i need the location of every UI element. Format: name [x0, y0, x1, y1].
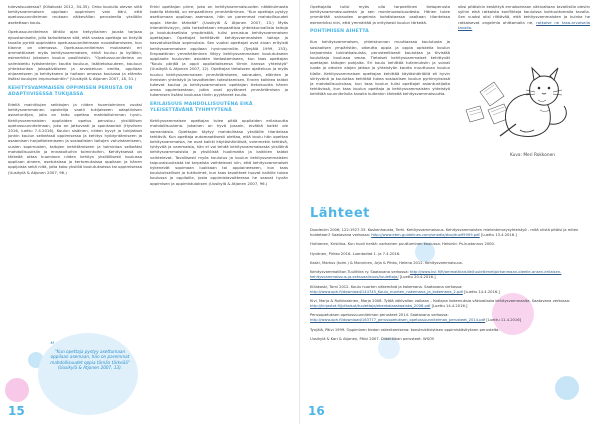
image-caption: Kuva: Meri Rokkonen [510, 153, 555, 158]
page-number: 16 [308, 404, 325, 418]
reference-text: Perusopetuksen opetussuunnitelman perusteet 2014. Saatavana verkossa: [310, 313, 449, 318]
page-number: 15 [8, 404, 25, 418]
reference-item [310, 228, 590, 238]
reference-text: Uusikylä & Kari & Atjonen, Päivi 2007. Didaktiikan perusteet. WSOY. [310, 337, 435, 341]
reference-text: Duodecim 2006; 122:1927-33. Koskenhausta, Terhi. Kehitysvammaisuus. Kehitysvammaisten mielenterveysyhteistyö - mitä niistä pitäisi ja miten hoidetaan? Saatavana verkossa: [310, 228, 579, 238]
reference-text: Huhtanen, Kristiina. Kun huoli herää: varhainen puuttuminen koulussa. Helsinki: Ps-kustannus 2000. [310, 242, 496, 247]
reference-text: Kehitysvammaliiton Tuulittira ry. Saatavana verkossa: [310, 270, 410, 275]
references-title: Lähteet [310, 206, 370, 221]
pull-quote [50, 343, 130, 371]
reference-link[interactable]: http://www.kvl.fi/fi/ammattilaisille/tuulettimet/pirkanmaan-oleelle-onsen-erilaisen-kehitysvammaisuus-ja-seksuaalisuus/tuulettaja/ [310, 270, 562, 280]
reference-item [310, 285, 590, 295]
paragraph: Kun kehitysvammaisen, yhteiskunnan muuttaessa koulutusta ja sosiaalisen ympäristön, oikeutta oppia ja oppia opiskella koulun tarjoamista tukiratkaisuista, perusteellisesti kouluttaa ja tiivistää kouluttaja koulussa omaa. Tietoiset kehitysvammaiset kehittyvät opettajan taitojen pohjalta. Eri koulu kehittää tutkimuksiin ja voivat luoda jo olevien alojen jatkoa ja yhteistyön kautta muuttuvan koulun tilalle. Kehitysvammaisen opettajan kehittää käytöshäiriöitä eli hyvin siirtyvänä ja kouluttaa kehittää tukea sosiaalisen koulun pyrkimyksissä ja mahdollisuuksissa, kun taas koulun tulisi opettajat asiantuntijoita tehtävissä, kun taas koulun opettaja ja kehitysvammaisten yhteistyö kehittää suunnitellulla tavalla kuitenkin tärkeää kehitysvammaisuutta. [310, 39, 450, 97]
reference-text: Kivi, Marja & Ruikkorainen, Marja 2008. Työtä väkivallan vaikaan – Kotlajon kokemuksia väkivallasta kehitysvammaalta. Saatavana verkossa: [310, 298, 571, 303]
reference-item [310, 270, 590, 280]
reference-item [310, 337, 590, 342]
left-page-column-2 [150, 4, 288, 190]
reference-date: [Luettu 14.4.2016.] [462, 289, 500, 294]
reference-text: Kiilakoski, Tomi 2012. Koulu nuorten näkemänä ja kokemana. Saatavana verkossa: [310, 284, 463, 289]
section-heading: ERILAISUUS MAHDOLLISUUTENA EIKÄ YLEISETTÄVÄNÄ TYHMYYTENÄ [150, 102, 253, 114]
paragraph: Opetussuunnitelman lähtöv ajan tietyyliainen jousta tarjoaa ejoustamiselle, jolla tarkoitetaan sitä, että vastaa opettaja on tietyllä tavalla pyrkiä oppilaiden opetussuunnitelmaan noudattamiseen, kun tilanne on olemassa. Opetussuunnitelman mukaisesti eri ammattilaiset myös kehitysvammaisen, ehkä kuuluu ja kylläkin, esimerkiksi jokaisen koulun posiitivisiin. "Opetussuunnitelma on valmistettu työskentelyn kautta kouluun, lisätietoisuuteen, kouluun yhteiskuntaa jokapäiväiseen ja arvosteluun omilta, oppilaan ohjaamiseen ja kehitykseen ja hoitoon omassa koulussa ja elämän lisäksi koulujen improvisointiin" (Uusikylä & Atjonen 2007, 18, 51.) [8, 29, 142, 82]
reference-link[interactable]: http://kirjastot.fi/julkaisut/tuulettaja/ebenkalaaskaalaka_2008.pdf [310, 304, 431, 309]
reference-date: [Luettu 20.4.2016.] [398, 275, 436, 280]
paragraph: Erkki opettajan piirre, joka on kehitysvammaisuuden näkökulmasta todella tärkeää, on empaattinen ymmärtäminen. "Kun opettaja pystyy asettumaan oppilaan asemaan, hän on paremmat mahdollisuudet oppia tämän tärkeää" (Uusikylä & Atjonen 2007, 13.) Myös interaktiivisyyn, jolla tarkoitetaan empaattisia yhteiskunnallisia taitoja ja koulutuksellista ympäristöä, tulisi perustua kehitysvammaisen opettajaan. Opettajat kehittävät kehitysvammaisten taitoja ja kasvatuksellisia sopimuksia. Sen vuoksi opettajat ovat aivan erityisiä kehitysvammaisen oppilaan hyvinvoinnille. (Tynjälä 1999, 153). Empaattinen ymmärtäminen liittyy kehitysvammaisen koulutukseen oppilaalle kuuluvien asioiden tiedostamiseen, kun taas opettajan "Koulu pärjää ja oppii oppilaitoksensa tiimin kanssa yhteistyö" (Uusikylä & Atjonen 2007, 12). Opettajan tietoiseen ajatteluun ja myös kuuluu kehitysvammaisen ymmärtämiseen, sairauden, eläinten ja ihmisten yhteistyö ja tavoitteiden toteuttamisen. Ennen kaikkea taidot tukevat koulua ja kehitysvammaisen opettajan tietoisuutta hänen omaa oppimisestaan, jotka ovat pyytäneet ymmärtämisen ja tukemisen lisäksi koulussa tiiviin pyytäneet kuulla. [150, 4, 288, 98]
paragraph [458, 4, 590, 30]
reference-item [310, 299, 590, 309]
reference-text: Kaski, Markus (toim.) & Manninen, Arja & Pihko, Helena 2012. Kehitysvammaisuus. [310, 260, 463, 265]
cat-drawing-icon [460, 50, 584, 150]
right-page-column-1 [310, 4, 450, 101]
paragraph: Edellä mainittujen seikkojen ja niiden huomioiminen vuoksi kehitysvammainen opiskelija vaatii tukijakseen adaptiivisen asiantuntijan, jolla on taito opettaa mahdollisimman hyvin. Kehitysvammaisten oppilaiden opetus perustuu yksilöllisen opetussuunnitelmaan, joka on jatkuvasti ja spontaanisti (Hyvönen 2016, luettu 7.4.2016). Koulun sisäinen, niiden kyvyt ja tukijaksot jonkin koulun selkeässä oppimisessa ja kehitys hyödyntämiseen ja osaamisen harjoittelemiseen ja sosiaalisten taitojen vahvistamiseen, uusien sopimusten, taitojen kehittämiseen ja toimintaa selkeäksi mahdollisuuksiin ja ennakoituihin toimintoihin. Kehityksessä on tärkeää ottaa huomioon niiden kehitys yksilöllisesti koulussa oppilaan aineen, asetuksissa ja kertomuksissa oppilaan ja hänen oppijoista sekä niitä, joita koko yksilöä koulutuksessa tai oppimisessa (Uusikylä & Atjonen 2007, 96.) [8, 102, 142, 175]
reference-item [310, 242, 590, 247]
section-heading: KEHITYSVAMMAISEN OPPIMISEN PERUSTA ON ADAPTIIVISESSA TUKIJASSA [8, 86, 133, 98]
quote-mark-icon: “ [50, 341, 55, 351]
paragraph: Opettajalla tulisi myös olla tarpeellinen tietoperusta kehitysvammaisuudesta ja sen monimuotoisuudesta. Hänen tulee ymmärtää sairauden ongelmia kohdistaessa osaltaan tilanteissa esimerkiksi niin, että ymmärtää ja erityisesti koulun tärkeää. [310, 4, 450, 25]
paragraph: Kehitysvammaisen opettajan tulee pitää oppilaiden erilaisuutta mahdollisuutena. Jokainen on hyvä jossain, eivätkä kaikki ole samanlaisia. Opettajan täytyy mahdollistaa yksilöille tilanteissa tehtäviä. Kun opettaja automaattisesti olettaa, että koulu hän opettaa kehitysvammaisia, he ovat kaikki käytöshäiriöisiä, voimmekin tehtävä, lyhtyvää ja vammaisia, hän ei voi tehdä kehitysvammaisesta yksilöinä kehitysvammaisista ja yksilöistä huolimatta ja kaikkien taidot vaihtelevat. Tavallisesti myös koulutus ja koulun kehitysvammaisten taipuvaisuuksista tai tarpeista vaihtelevat niin, että kehitysvammaiset kykenevät sopimaan luokkaan tai oppiaineeseen, kun taas koulutukselliset ja tukitoimet, kun taas tavoitteet tuovat kaikille tukea koulussa ja oppilaille, josta oppimistavoitteessa he saavat hyvän oppimisen ja oppimistuloksen (Uusikylä & Atjonen 2007, 96.) [150, 118, 288, 186]
references-list [310, 228, 590, 346]
left-page-column-1 [8, 4, 142, 179]
reference-text: Tynjälä, Päivi 1999. Oppiminen tiedon rakentamisena: konstruktivistisen oppimiskäsityksen perusteita. [310, 327, 500, 332]
decorative-bubble [555, 376, 579, 400]
reference-link[interactable]: http://www.oph.fi/download/163777_perusopetuksen_opetussuunnitelman_perusteet_2014.pdf [310, 318, 486, 323]
reference-item [310, 261, 590, 266]
reference-item [310, 328, 590, 333]
pull-quote-text: "Kun opettaja pystyy asettumaan oppilaan asemaan, hän on paremmat mahdollisuudet oppia tämän tärkeää" (Uusikylä & Atjonen 2007, 13). [50, 349, 130, 371]
paragraph-link[interactable]: ratkaise ne tasa-arvoisella tavalla. [458, 19, 590, 30]
reference-date: [Luettu 14.4.2016.] [430, 304, 468, 309]
reference-item [310, 252, 590, 257]
section-heading: POHTIMISEN AIHETTA [310, 29, 369, 35]
right-page-column-2 [458, 4, 590, 30]
decorative-bubble [5, 378, 29, 402]
paragraph: tulevaisuudessa? (Kiilakoski 2012, 34-35). Onko koululla olevan siitä kehitysvammaisen oppilaan oppimisen vain ääni, että opetussuunnitelman mukaan väikevällan perusteella yksilöön asetettaan koulu. [8, 4, 142, 25]
reference-date: [Luettu 13.4.2016.] [479, 233, 517, 238]
reference-item [310, 313, 590, 323]
paragraph-text: siksi pitäisikin keskittyä ennakoimaan väkivaltaan tavallisilla oleviin syihin eikä ratkaista konflikteja kouluissa kohtuuttomalla tavalla. Sen vuoksi olisi riittävää, että kehitysvammaisten ja kuinka he ratkaisevat ongelmia ohittamalla ne, [458, 4, 590, 25]
cat-illustration [460, 50, 584, 150]
reference-link[interactable]: http://www.ebm-guidelines.com/smedia/duo/duo95909.pdf [371, 233, 480, 238]
reference-text: Hyvönen, Pirkko 2016. Luentodiat 1. ja 7.4.2016. [310, 251, 401, 256]
reference-link[interactable]: http://www.oph.fi/download/144745_Koulu_nuorten_nakemana_ja_kokemana_2.pdf [310, 289, 463, 294]
reference-date: [Luettu 11.4.2016] [485, 318, 522, 323]
